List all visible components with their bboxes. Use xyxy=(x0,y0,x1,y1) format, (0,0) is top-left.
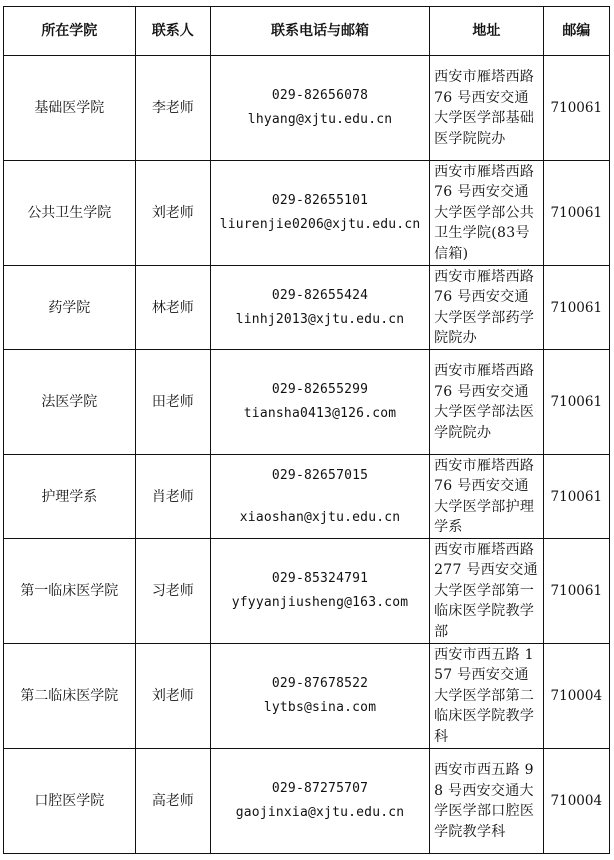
zip-cell: 710004 xyxy=(543,749,609,854)
table-row xyxy=(4,56,610,161)
phone-email-cell xyxy=(211,539,430,644)
phone-number: 029-85324791 xyxy=(271,571,369,586)
zip-cell: 710061 xyxy=(543,350,609,455)
college-cell: 基础医学院 xyxy=(4,56,136,161)
address-cell: 西安市雁塔西路 76 号西安交通大学医学部护理学系 xyxy=(430,455,544,539)
address-cell: 西安市雁塔西路 76 号西安交通大学医学部公共卫生学院(83号信箱) xyxy=(430,161,544,266)
table-header-row xyxy=(4,7,610,56)
contact-cell: 刘老师 xyxy=(135,644,210,749)
table-row xyxy=(4,749,610,854)
phone-number: 029-82656078 xyxy=(271,88,369,103)
phone-number: 029-87678522 xyxy=(271,676,369,691)
contact-cell: 习老师 xyxy=(135,539,210,644)
phone-email-cell xyxy=(211,350,430,455)
contact-cell: 高老师 xyxy=(135,749,210,854)
phone-email-cell xyxy=(211,56,430,161)
address-cell: 西安市西五路 157 号西安交通大学医学部第二临床医学院教学科 xyxy=(430,644,544,749)
address-cell: 西安市雁塔西路 76 号西安交通大学医学部基础医学院院办 xyxy=(430,56,544,161)
email-address: lytbs@sina.com xyxy=(263,700,377,715)
table-row xyxy=(4,539,610,644)
table-row xyxy=(4,266,610,350)
address-cell: 西安市雁塔西路 277 号西安交通大学医学部第一临床医学院教学部 xyxy=(430,539,544,644)
college-cell: 法医学院 xyxy=(4,350,136,455)
address-cell: 西安市雁塔西路 76 号西安交通大学医学部法医学院院办 xyxy=(430,350,544,455)
phone-number: 029-82655101 xyxy=(271,193,369,208)
zip-cell: 710061 xyxy=(543,455,609,539)
email-address: xiaoshan@xjtu.edu.cn xyxy=(239,509,401,525)
zip-cell: 710061 xyxy=(543,161,609,266)
email-address: tiansha0413@126.com xyxy=(243,406,397,421)
contact-cell: 林老师 xyxy=(135,266,210,350)
college-cell: 药学院 xyxy=(4,266,136,350)
contact-table xyxy=(3,6,610,854)
contact-cell: 肖老师 xyxy=(135,455,210,539)
contact-cell: 李老师 xyxy=(135,56,210,161)
contact-cell: 刘老师 xyxy=(135,161,210,266)
table-row xyxy=(4,455,610,539)
address-cell: 西安市西五路 98 号西安交通大学医学部口腔医学院教学科 xyxy=(430,749,544,854)
header-zip: 邮编 xyxy=(543,7,609,56)
zip-cell: 710061 xyxy=(543,539,609,644)
table-row xyxy=(4,161,610,266)
college-cell: 护理学系 xyxy=(4,455,136,539)
phone-email-cell xyxy=(211,644,430,749)
phone-number: 029-82657015 xyxy=(271,467,369,483)
header-phone-email: 联系电话与邮箱 xyxy=(211,7,430,56)
college-cell: 第二临床医学院 xyxy=(4,644,136,749)
table-row xyxy=(4,644,610,749)
college-cell: 公共卫生学院 xyxy=(4,161,136,266)
college-cell: 口腔医学院 xyxy=(4,749,136,854)
table-row xyxy=(4,350,610,455)
phone-email-cell xyxy=(211,749,430,854)
header-address: 地址 xyxy=(430,7,544,56)
zip-cell: 710004 xyxy=(543,644,609,749)
zip-cell: 710061 xyxy=(543,56,609,161)
email-address: linhj2013@xjtu.edu.cn xyxy=(235,311,405,327)
phone-email-cell xyxy=(211,455,430,539)
phone-number: 029-82655299 xyxy=(271,382,369,397)
zip-cell: 710061 xyxy=(543,266,609,350)
header-college: 所在学院 xyxy=(4,7,136,56)
header-contact: 联系人 xyxy=(135,7,210,56)
phone-email-cell xyxy=(211,266,430,350)
email-address: gaojinxia@xjtu.edu.cn xyxy=(235,805,405,820)
phone-number: 029-82655424 xyxy=(271,287,369,303)
phone-number: 029-87275707 xyxy=(271,781,369,796)
email-address: yfyyanjiusheng@163.com xyxy=(231,595,409,610)
email-address: lhyang@xjtu.edu.cn xyxy=(247,112,393,127)
email-address: liurenjie0206@xjtu.edu.cn xyxy=(219,217,421,232)
college-cell: 第一临床医学院 xyxy=(4,539,136,644)
contact-cell: 田老师 xyxy=(135,350,210,455)
phone-email-cell xyxy=(211,161,430,266)
address-cell: 西安市雁塔西路 76 号西安交通大学医学部药学院院办 xyxy=(430,266,544,350)
